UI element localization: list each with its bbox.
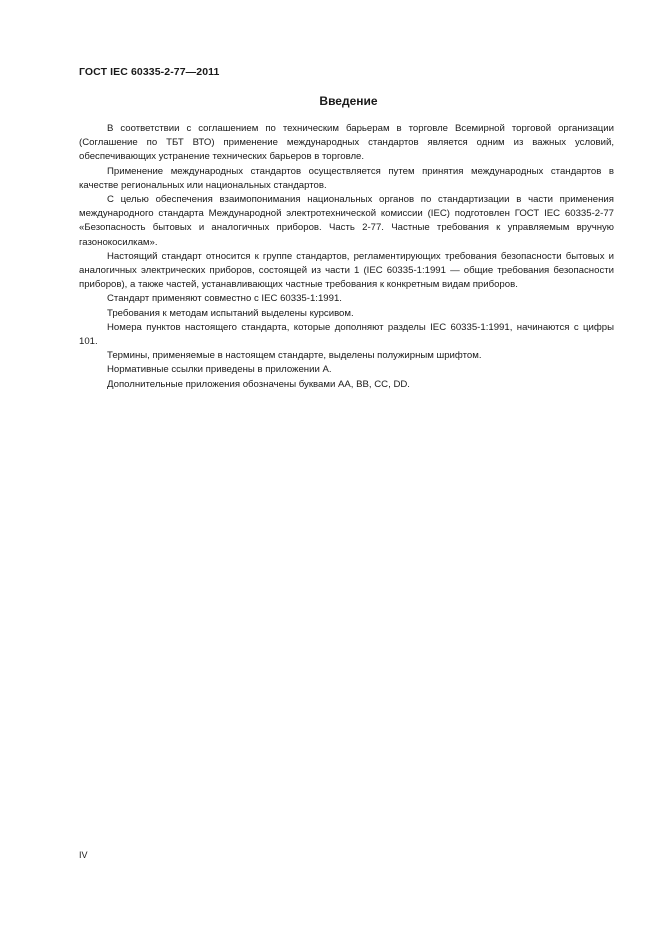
paragraph-annexes: Дополнительные приложения обозначены буквами АА, ВВ, СС, DD. (107, 378, 410, 390)
introduction-body (79, 122, 614, 392)
section-title: Введение (319, 94, 378, 108)
paragraph-joint-use: Стандарт применяют совместно с IEC 60335-1:1991. (107, 293, 342, 305)
paragraph-application: Применение международных стандартов осуществляется путем принятия международных стандартов в качестве региональных или национальных стандартов. (79, 165, 614, 191)
paragraph-test-methods: Требования к методам испытаний выделены курсивом. (107, 307, 354, 319)
paragraph-normative-refs: Нормативные ссылки приведены в приложении А. (107, 364, 332, 376)
paragraph-terms: Термины, применяемые в настоящем стандарте, выделены полужирным шрифтом. (107, 350, 482, 362)
paragraph-agreement: В соответствии с соглашением по техническим барьерам в торговле Всемирной торговой организации (Соглашение по ТБТ ВТО) применение международных стандартов является одним из важных условий, обеспечивающих устранение технических барьеров в торговле. (79, 123, 614, 163)
page-number: IV (79, 850, 88, 860)
paragraph-purpose: С целью обеспечения взаимопонимания национальных органов по стандартизации в части применения международного стандарта Международной электротехнической комиссии (IEC) подготовлен ГОСТ IEC 60335-2-77 «Безопасность бытовых и аналогичных приборов. Часть 2-77. Частные требования к управляемым вручную газонокосилкам». (79, 194, 614, 248)
paragraph-clause-numbers: Номера пунктов настоящего стандарта, которые дополняют разделы IEC 60335-1:1991, начинаются с цифры 101. (79, 321, 614, 348)
paragraph-scope: Настоящий стандарт относится к группе стандартов, регламентирующих требования безопасности бытовых и аналогичных электрических приборов, состоящей из части 1 (IEC 60335-1:1991 — общие требования безопасности приборов), а также частей, устанавливающих частные требования к конкретным видам приборов. (79, 250, 614, 291)
standard-code-header: ГОСТ IEC 60335-2-77—2011 (79, 66, 220, 78)
